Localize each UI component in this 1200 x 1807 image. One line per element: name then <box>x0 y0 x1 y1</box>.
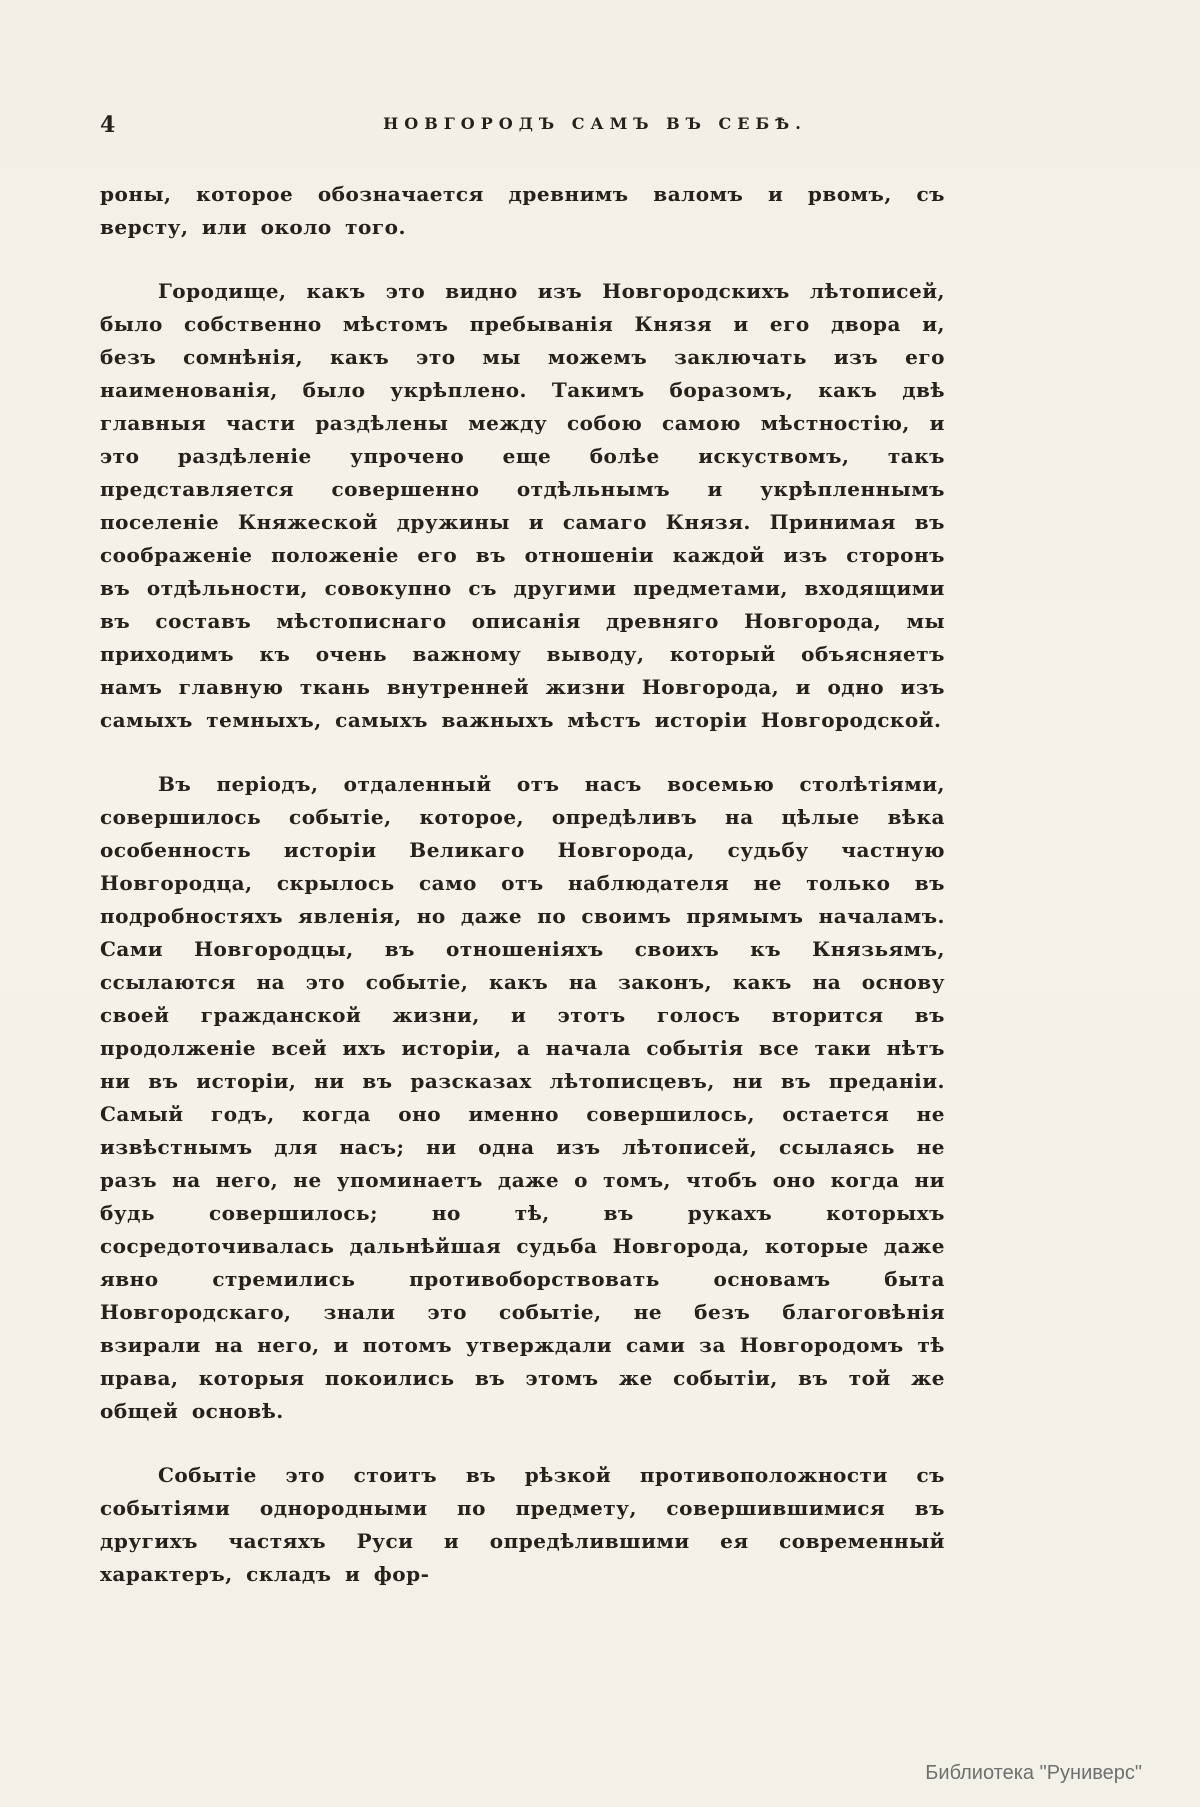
paragraph: Городище, какъ это видно изъ Новгородскихъ лѣтописей, было собственно мѣстомъ пребыванія Князя и его двора и, безъ сомнѣнія, какъ это мы можемъ заключать изъ его наименованія, было укрѣплено. Такимъ боразомъ, какъ двѣ главныя части раздѣлены между собою самою мѣстностію, и это раздѣленіе упрочено еще болѣе искуствомъ, такъ представляется совершенно отдѣльнымъ и укрѣпленнымъ поселеніе Княжеской дружины и самаго Князя. Принимая въ соображеніе положеніе его въ отношеніи каждой изъ сторонъ въ отдѣльности, совокупно съ другими предметами, входящими въ составъ мѣстописнаго описанія древняго Новгорода, мы приходимъ къ очень важному выводу, который объясняетъ намъ главную ткань внутренней жизни Новгорода, и одно изъ самыхъ темныхъ, самыхъ важныхъ мѣстъ исторіи Новгородской. <box>100 279 945 732</box>
body-text <box>100 178 945 1622</box>
running-title: НОВГОРОДЪ САМЪ ВЪ СЕБѢ. <box>383 114 807 133</box>
paragraph: Событіе это стоитъ въ рѣзкой противоположности съ событіями однородными по предмету, совершившимися въ другихъ частяхъ Руси и опредѣлившими ея современный характеръ, складъ и фор- <box>100 1463 945 1586</box>
paragraph: роны, которое обозначается древнимъ валомъ и рвомъ, съ версту, или около того. <box>100 182 945 239</box>
page-number: 4 <box>100 112 116 138</box>
paragraph: Въ періодъ, отдаленный отъ насъ восемью столѣтіями, совершилось событіе, которое, опредѣливъ на цѣлые вѣка особенность исторіи Великаго Новгорода, судьбу частную Новгородца, скрылось само отъ наблюдателя не только въ подробностяхъ явленія, но даже по своимъ прямымъ началамъ. Сами Новгородцы, въ отношеніяхъ своихъ къ Князьямъ, ссылаются на это событіе, какъ на законъ, какъ на основу своей гражданской жизни, и этотъ голосъ вторится въ продолженіе всей ихъ исторіи, а начала событія все таки нѣтъ ни въ исторіи, ни въ разсказах лѣтописцевъ, ни въ преданіи. Самый годъ, когда оно именно совершилось, остается не извѣстнымъ для насъ; ни одна изъ лѣтописей, ссылаясь не разъ на него, не упоминаетъ даже о томъ, чтобъ оно когда ни будь совершилось; но тѣ, въ рукахъ которыхъ сосредоточивалась дальнѣйшая судьба Новгорода, которые даже явно стремились противоборствовать основамъ быта Новгородскаго, знали это событіе, не безъ благоговѣнія взирали на него, и потомъ утверждали сами за Новгородомъ тѣ права, которыя покоились въ этомъ же событіи, въ той же общей основѣ. <box>100 772 945 1423</box>
running-head <box>100 112 1090 142</box>
library-watermark: Библиотека "Руниверс" <box>925 1762 1142 1784</box>
